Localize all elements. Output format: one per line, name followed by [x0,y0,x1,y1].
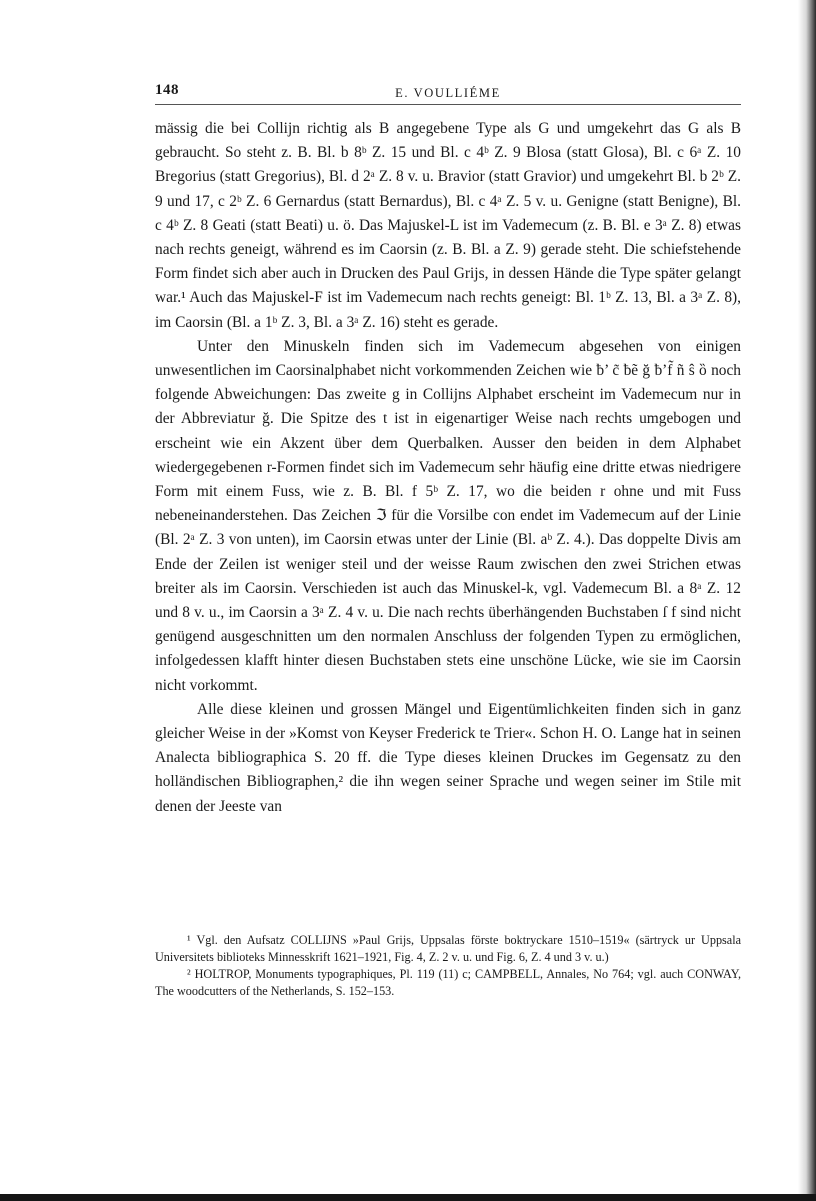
paragraph-1: mässig die bei Collijn richtig als B angegebene Type als G und umgekehrt das G als B gebraucht. So steht z. B. Bl. b 8ᵇ Z. 15 und Bl. c 4ᵇ Z. 9 Blosa (statt Glosa), Bl. c 6ᵃ Z. 10 Bregorius (statt Gregorius), Bl. d 2ᵃ Z. 8 v. u. Bravior (statt Gravior) und umgekehrt Bl. b 2ᵇ Z. 9 und 17, c 2ᵇ Z. 6 Gernardus (statt Bernardus), Bl. c 4ᵃ Z. 5 v. u. Genigne (statt Benigne), Bl. c 4ᵇ Z. 8 Geati (statt Beati) u. ö. Das Majuskel-L ist im Vademecum (z. B. Bl. e 3ᵃ Z. 8) etwas nach rechts geneigt, während es im Caorsin (z. B. Bl. a Z. 9) gerade steht. Die schiefstehende Form findet sich aber auch in Drucken des Paul Grijs, in dessen Hände die Type später gelangt war.¹ Auch das Majuskel-F ist im Vademecum nach rechts geneigt: Bl. 1ᵇ Z. 13, Bl. a 3ᵃ Z. 8), im Caorsin (Bl. a 1ᵇ Z. 3, Bl. a 3ᵃ Z. 16) steht es gerade. [155,120,741,331]
running-head: E. VOULLIÉME [395,86,501,100]
page-header [155,82,741,104]
footnotes [155,932,741,1000]
paragraph-2: Unter den Minuskeln finden sich im Vademecum abgesehen von einigen unwesentlichen im Caorsinalphabet nicht vorkommenden Zeichen wie ƀ’ c̃ ƀẽ ğ ƀ’f̃ ñ ŝ ȍ noch folgende Abweichungen: Das zweite g in Collijns Alphabet erscheint im Vademecum nur in der Abbreviatur ğ. Die Spitze des t ist in eigenartiger Weise nach rechts umgebogen und erscheint wie ein Akzent über dem Querbalken. Ausser den beiden in dem Alphabet wiedergegebenen r-Formen findet sich im Vademecum sehr häufig eine dritte etwas niedrigere Form mit einem Fuss, wie z. B. Bl. f 5ᵇ Z. 17, wo die beiden r ohne und mit Fuss nebeneinanderstehen. Das Zeichen ℑ für die Vorsilbe con endet im Vademecum auf der Linie (Bl. 2ᵃ Z. 3 von unten), im Caorsin etwas unter der Linie (Bl. aᵇ Z. 4.). Das doppelte Divis am Ende der Zeilen ist weniger steil und der weisse Raum zwischen den zwei Strichen etwas breiter als im Caorsin. Verschieden ist auch das Minuskel-k, vgl. Vademecum Bl. a 8ᵃ Z. 12 und 8 v. u., im Caorsin a 3ᵃ Z. 4 v. u. Die nach rechts überhängenden Buchstaben ſ f sind nicht genügend ausgeschnitten um den normalen Anschluss der folgenden Typen zu ermöglichen, infolgedessen klafft hinter diesen Buchstaben stets eine unschöne Lücke, wie sie im Caorsin nicht vorkommt. [155,337,741,694]
footnote-2: ² HOLTROP, Monuments typographiques, Pl. 119 (11) c; CAMPBELL, Annales, No 764; vgl. auch CONWAY, The woodcutters of the Netherlands, S. 152–153. [155,967,741,998]
footnote-1: ¹ Vgl. den Aufsatz COLLIJNS »Paul Grijs, Uppsalas förste boktryckare 1510–1519« (särtryck ur Uppsala Universitets biblioteks Minnesskrift 1621–1921, Fig. 4, Z. 2 v. u. und Fig. 6, Z. 4 und 3 v. u.) [155,933,741,964]
page-number: 148 [155,82,179,98]
scan-edge-right [798,0,816,1201]
header-rule [155,104,741,105]
body-text [155,117,741,819]
scan-edge-bottom [0,1194,816,1201]
paragraph-3: Alle diese kleinen und grossen Mängel und Eigentümlichkeiten finden sich in ganz gleicher Weise in der »Komst von Keyser Frederick te Trier«. Schon H. O. Lange hat in seinen Analecta bibliographica S. 20 ff. die Type dieses kleinen Druckes im Gegensatz zu den holländischen Bibliographen,² die ihn wegen seiner Sprache und wegen seiner im Stile mit denen der Jeeste van [155,700,741,815]
